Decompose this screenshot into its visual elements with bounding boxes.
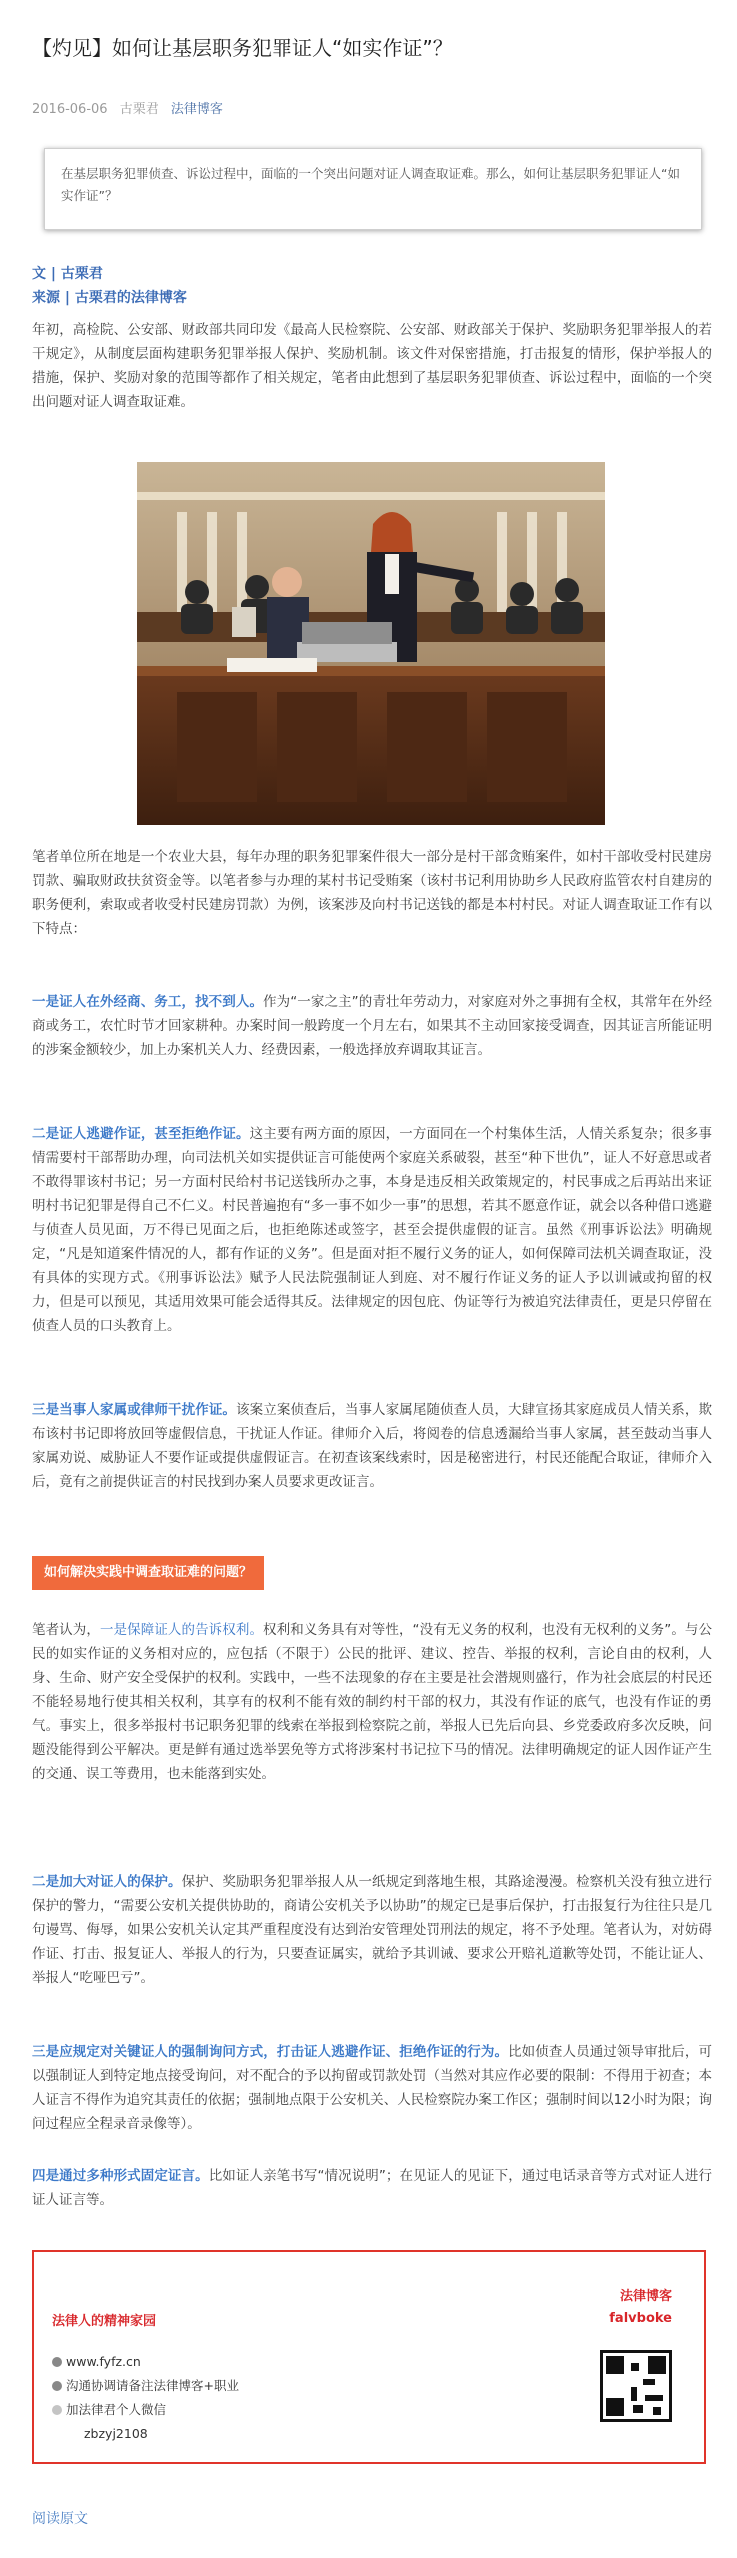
byline-author: 文 | 古栗君 <box>32 266 103 282</box>
footer-website[interactable]: www.fyfz.cn <box>66 2354 141 2369</box>
solution-1-body: 权利和义务具有对等性，“没有无义务的权利，也没有无权利的义务”。与公民的如实作证的义务相对应的，应包括（不限于）公民的批评、建议、控告、举报的权利，言论自由的权利，人身、生命、财产安全受保护的权利。实践中，一些不法现象的存在主要是社会潜规则盛行，作为社会底层的村民还不能轻易地行使其相关权利，其享有的权利不能有效的制约村干部的权力，其没有作证的底气，也没有作证的勇气。事实上，很多举报村书记职务犯罪的线索在举报到检察院之前，举报人已先后向县、乡党委政府多次反映，问题没能得到公平解决。更是鲜有通过选举罢免等方式将涉案村书记拉下马的情况。法律明确规定的证人因作证产生的交通、误工等费用，也未能落到实处。 <box>32 1622 713 1782</box>
solution-1 <box>32 1618 712 1786</box>
footer-wechat-id: zbzyj2108 <box>84 2426 148 2441</box>
article-title: 【灼见】如何让基层职务犯罪证人“如实作证”？ <box>32 36 453 60</box>
section-heading-tag: 如何解决实践中调查取证难的问题？ <box>32 1556 264 1590</box>
point-2 <box>32 1122 712 1338</box>
footer-slogan: 法律人的精神家园 <box>52 2314 157 2329</box>
article-summary-box: 在基层职务犯罪侦查、诉讼过程中，面临的一个突出问题对证人调查取证难。那么，如何让基层职务犯罪证人“如实作证”？ <box>44 148 702 230</box>
publish-date: 2016-06-06 <box>32 102 108 117</box>
solution-3-lead: 三是应规定对关键证人的强制询问方式，打击证人逃避作证、拒绝作证的行为。 <box>32 2044 509 2060</box>
footer-brand-en: falvboke <box>609 2311 672 2326</box>
footer-website-row <box>52 2350 239 2374</box>
footer-item-1 <box>52 2374 239 2398</box>
author-name: 古栗君 <box>119 102 159 117</box>
footer-contact-list <box>52 2350 239 2446</box>
point-1 <box>32 990 712 1062</box>
footer-brand-cn: 法律博客 <box>619 2289 672 2304</box>
qr-code-icon <box>600 2350 672 2422</box>
point-3 <box>32 1398 712 1494</box>
point-2-lead: 二是证人逃避作证，甚至拒绝作证。 <box>32 1126 250 1142</box>
point-1-body: 作为“一家之主”的青壮年劳动力，对家庭对外之事拥有全权，其常年在外经商或务工，农忙时节才回家耕种。办案时间一般跨度一个月左右，如果其不主动回家接受调查，因其证言所能证明的涉案金额较少，加上办案机关人力、经费因素，一般选择放弃调取其证言。 <box>32 994 712 1058</box>
point-3-body: 该案立案侦查后，当事人家属尾随侦查人员，大肆宣扬其家庭成员人情关系，欺布该村书记即将放回等虚假信息，干扰证人作证。律师介入后，将阅卷的信息透漏给当事人家属，甚至鼓动当事人家属劝说、威胁证人不要作证或提供虚假证言。在初查该案线索时，因是秘密进行，村民还能配合取证，律师介入后，竟有之前提供证言的村民找到办案人员要求更改证言。 <box>32 1402 712 1490</box>
solution-3 <box>32 2040 712 2136</box>
byline <box>32 262 187 310</box>
footer-item-2-text: 加法律君个人微信 <box>66 2402 167 2417</box>
article-meta <box>32 98 231 117</box>
read-original-link[interactable]: 阅读原文 <box>32 2511 88 2527</box>
solution-2-lead: 二是加大对证人的保护。 <box>32 1874 182 1890</box>
wechat-icon <box>52 2405 62 2415</box>
account-link[interactable]: 法律博客 <box>170 102 223 117</box>
courtroom-photo <box>137 462 605 825</box>
solution-4-lead: 四是通过多种形式固定证言。 <box>32 2168 209 2184</box>
footer-promo-card <box>32 2250 706 2464</box>
intro-paragraph: 年初，高检院、公安部、财政部共同印发《最高人民检察院、公安部、财政部关于保护、奖励职务犯罪举报人的若干规定》，从制度层面构建职务犯罪举报人保护、奖励机制。该文件对保密措施，打击报复的情形，保护举报人的措施，保护、奖励对象的范围等都作了相关规定，笔者由此想到了基层职务犯罪侦查、诉讼过程中，面临的一个突出问题对证人调查取证难。 <box>32 322 712 410</box>
footer-brand <box>609 2286 672 2330</box>
chat-icon <box>52 2381 62 2391</box>
point-2-body: 这主要有两方面的原因，一方面同在一个村集体生活，人情关系复杂；很多事情需要村干部帮助办理，向司法机关如实提供证言可能使两个家庭关系破裂，甚至“种下世仇”，证人不好意思或者不敢得罪该村书记；另一方面村民给村书记送钱所办之事，本身是违反相关政策规定的，村民事成之后再站出来证明村书记犯罪是得自己不仁义。村民普遍抱有“多一事不如少一事”的思想，若其不愿意作证，就会以各种借口逃避与侦查人员见面，万不得已见面之后，也拒绝陈述或签字，甚至会提供虚假的证言。虽然《刑事诉讼法》明确规定，“凡是知道案件情况的人，都有作证的义务”。但是面对拒不履行义务的证人，如何保障司法机关调查取证，没有具体的实现方式。《刑事诉讼法》赋予人民法院强制证人到庭、对不履行作证义务的证人予以训诫或拘留的权力，但是可以预见，其适用效果可能会适得其反。法律规定的因包庇、伪证等行为被追究法律责任，更是只停留在侦查人员的口头教育上。 <box>32 1126 713 1334</box>
solution-1-lead: 一是保障证人的告诉权利。 <box>99 1622 264 1638</box>
footer-item-2 <box>52 2398 239 2422</box>
solution-4-body: 比如证人亲笔书写“情况说明”；在见证人的见证下，通过电话录音等方式对证人进行证人证言等。 <box>32 2168 712 2208</box>
byline-source: 来源 | 古栗君的法律博客 <box>32 290 187 306</box>
solution-4 <box>32 2164 712 2212</box>
solution-3-body: 比如侦查人员通过领导审批后，可以强制证人到特定地点接受询问，对不配合的予以拘留或罚款处罚（当然对其应作必要的限制：不得用于初查；本人证言不得作为追究其责任的依据；强制地点限于公安机关、人民检察院办案工作区；强制时间以12小时为限；询问过程应全程录音录像等）。 <box>32 2044 713 2132</box>
footer-item-1-text: 沟通协调请备注法律博客+职业 <box>66 2378 239 2393</box>
courtroom-illustration <box>137 462 605 825</box>
solution-2 <box>32 1870 712 1990</box>
point-1-lead: 一是证人在外经商、务工，找不到人。 <box>32 994 264 1010</box>
point-3-lead: 三是当事人家属或律师干扰作证。 <box>32 1402 237 1418</box>
globe-icon <box>52 2357 62 2367</box>
solution-1-pre: 笔者认为， <box>32 1622 100 1638</box>
solution-2-body: 保护、奖励职务犯罪举报人从一纸规定到落地生根，其路途漫漫。检察机关没有独立进行保护的警力，“需要公安机关提供协助的，商请公安机关予以协助”的规定已是事后保护，打击报复行为往往只是几句谩骂、侮辱，如果公安机关认定其严重程度没有达到治安管理处罚刑法的规定，将不予处理。笔者认为，对妨碍作证、打击、报复证人、举报人的行为，只要查证属实，就给予其训诫、要求公开赔礼道歉等处罚，不能让证人、举报人“吃哑巴亏”。 <box>32 1874 713 1986</box>
background-paragraph: 笔者单位所在地是一个农业大县，每年办理的职务犯罪案件很大一部分是村干部贪贿案件，如村干部收受村民建房罚款、骗取财政扶贫资金等。以笔者参与办理的某村书记受贿案（该村书记利用协助乡人民政府监管农村自建房的职务便利，索取或者收受村民建房罚款）为例，该案涉及向村书记送钱的都是本村村民。对证人调查取证工作有以下特点： <box>32 849 712 937</box>
